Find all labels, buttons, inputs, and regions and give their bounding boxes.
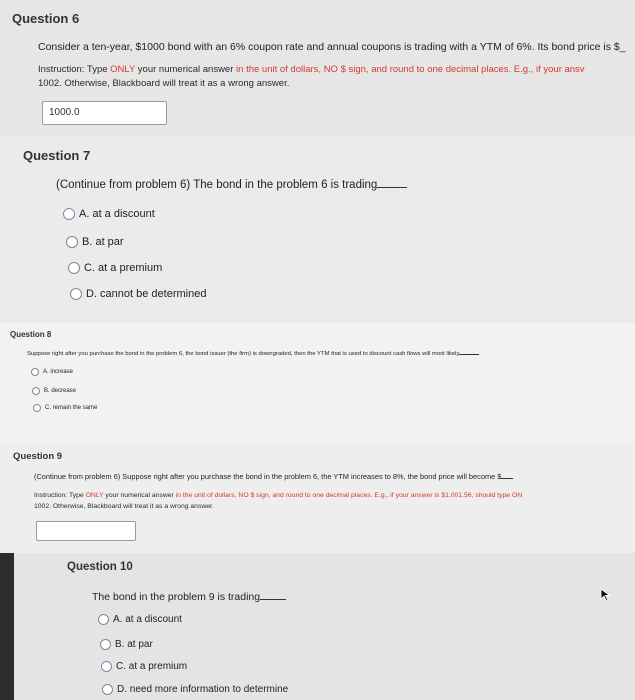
option-label: D. cannot be determined [86,288,207,300]
question-10-option-b[interactable] [100,639,153,650]
question-8-option-a[interactable] [31,368,73,376]
question-7-option-b[interactable] [66,236,124,248]
question-6-title: Question 6 [12,11,80,26]
question-8-title: Question 8 [10,330,52,339]
option-label: A. at a discount [79,208,155,220]
radio-icon[interactable] [101,661,112,672]
question-10-option-a[interactable] [98,614,182,625]
option-label: A. increase [43,369,74,375]
question-6-instruction-line2: 1002. Otherwise, Blackboard will treat it as a wrong answer. [38,78,290,89]
question-7-option-c[interactable] [68,262,162,274]
question-8-option-b[interactable] [32,387,76,395]
radio-icon[interactable] [33,404,41,412]
question-9-prompt [34,472,513,481]
question-7-prompt-text: (Continue from problem 6) The bond in the problem 6 is trading [56,179,378,191]
question-9-answer-input[interactable] [36,521,136,541]
radio-icon[interactable] [68,262,80,274]
question-6-instruction [38,64,585,75]
question-10-option-c[interactable] [101,661,187,672]
question-10-prompt [92,591,286,603]
question-6-answer-value: 1000.0 [49,107,80,118]
question-6-panel [0,0,635,135]
question-10-option-d[interactable] [102,684,288,695]
question-9-instruction-line2: 1002. Otherwise, Blackboard will treat it as a wrong answer. [34,503,214,510]
instruction-units: in the unit of dollars, NO $ sign, and round to one decimal places. E.g., if your answer is $1,001.56, should type ON [175,492,523,499]
radio-icon[interactable] [102,684,113,695]
question-10-prompt-text: The bond in the problem 9 is trading [92,591,261,603]
instruction-middle: your numerical answer [103,492,176,499]
option-label: A. at a discount [113,614,182,625]
question-7-option-a[interactable] [63,208,155,220]
instruction-prefix: Instruction: Type [38,64,111,75]
instruction-units: in the unit of dollars, NO $ sign, and round to one decimal places. E.g., if your ansv [236,64,585,75]
question-6-prompt: Consider a ten-year, $1000 bond with an 6% coupon rate and annual coupons is trading with a YTM of 6%. Its bond price is $_ [38,41,626,53]
instruction-only: ONLY [110,64,136,75]
instruction-middle: your numerical answer [135,64,237,75]
option-label: B. at par [82,236,124,248]
question-9-title: Question 9 [13,451,63,462]
radio-icon[interactable] [70,288,82,300]
question-8-option-c[interactable] [33,404,97,412]
radio-icon[interactable] [63,208,75,220]
question-10-panel [14,553,635,700]
radio-icon[interactable] [31,368,39,376]
question-7-prompt [56,179,407,191]
question-9-prompt-text: (Continue from problem 6) Suppose right after you purchase the bond in the problem 6, the YTM increases to 8%, the bond price will become $ [34,472,502,481]
radio-icon[interactable] [32,387,40,395]
option-label: B. at par [115,639,153,650]
question-8-panel [0,323,635,443]
question-9-instruction [34,492,522,499]
answer-blank [459,354,479,355]
mouse-cursor-icon [600,588,612,602]
option-label: B. decrease [44,388,77,394]
answer-blank [260,599,286,600]
radio-icon[interactable] [66,236,78,248]
option-label: C. remain the same [45,405,98,411]
answer-blank [501,478,513,479]
instruction-only: ONLY [85,492,104,499]
option-label: C. at a premium [84,262,163,274]
question-7-title: Question 7 [23,148,91,163]
answer-blank [377,187,407,188]
question-6-answer-input[interactable] [42,101,167,125]
left-dark-strip [0,553,14,700]
radio-icon[interactable] [100,639,111,650]
question-10-title: Question 10 [67,561,133,573]
question-9-panel [0,443,635,553]
question-8-prompt-text: Suppose right after you purchase the bond in the problem 6, the bond issuer (the firm) is downgraded, then the YTM that is used to discount cash flows will most likely [27,351,460,357]
instruction-prefix: Instruction: Type [34,492,86,499]
option-label: C. at a premium [116,661,188,672]
question-7-panel [0,135,635,323]
question-8-prompt [27,351,479,357]
question-7-option-d[interactable] [70,288,206,300]
radio-icon[interactable] [98,614,109,625]
option-label: D. need more information to determine [117,684,289,695]
